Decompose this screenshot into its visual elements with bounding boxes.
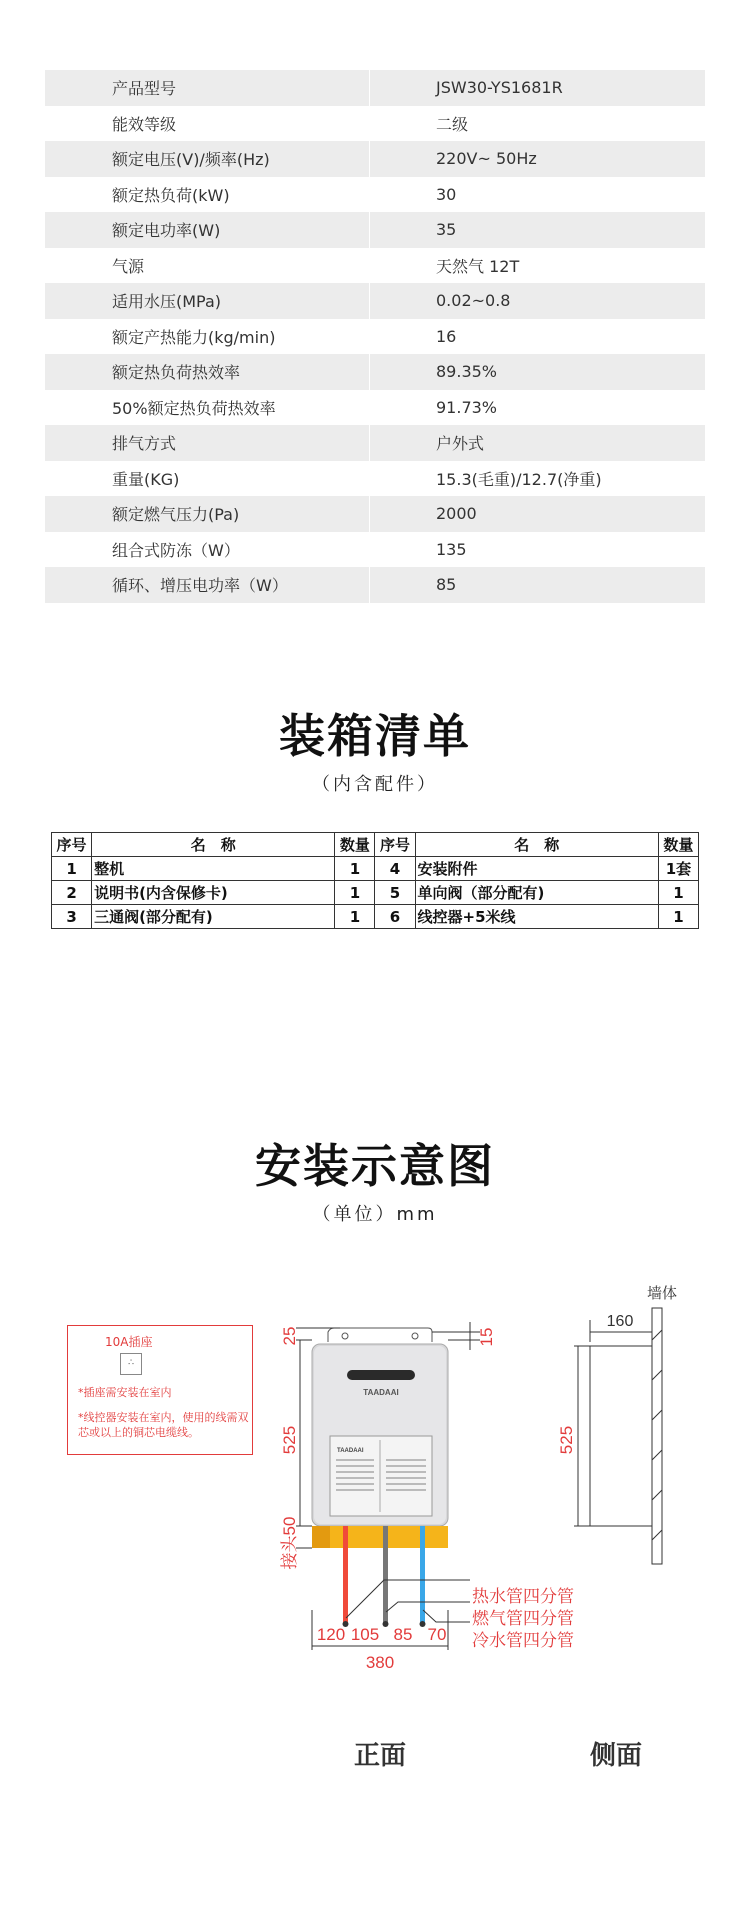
spec-key: 额定热负荷(kW)	[45, 177, 370, 213]
spec-value: 85	[436, 575, 457, 595]
dim-joint: 接头50	[280, 1516, 299, 1570]
spec-key: 额定产热能力(kg/min)	[45, 319, 370, 355]
cell: 三通阀(部分配有)	[92, 905, 335, 929]
spec-value: 2000	[436, 504, 477, 524]
packing-title: 装箱清单	[279, 709, 471, 763]
spec-row	[45, 496, 705, 532]
cell: 1	[52, 857, 92, 881]
spec-row	[45, 319, 705, 355]
spec-value: 15.3(毛重)/12.7(净重)	[436, 469, 602, 489]
spec-key: 额定电压(V)/频率(Hz)	[45, 141, 370, 177]
gas-pipe	[383, 1526, 388, 1624]
cell: 安装附件	[415, 857, 658, 881]
dim-height: 525	[280, 1425, 299, 1455]
col-name: 名 称	[92, 833, 335, 857]
side-label: 侧面	[590, 1741, 643, 1771]
cell: 4	[375, 857, 415, 881]
spec-key: 气源	[45, 248, 370, 284]
side-view	[557, 1284, 677, 1564]
spec-value: 89.35%	[436, 362, 498, 382]
dim-b3: 85	[393, 1625, 413, 1644]
spec-row	[45, 461, 705, 497]
cell: 线控器+5米线	[415, 905, 658, 929]
dim-b4: 70	[427, 1625, 447, 1644]
cell: 1	[335, 857, 375, 881]
spec-row	[45, 354, 705, 390]
notice-2: *线控器安装在室内，使用的线需双芯或以上的铜芯电缆线。	[78, 1411, 249, 1439]
pipe-label: 热水管四分管	[472, 1587, 574, 1606]
col-name: 名 称	[415, 833, 658, 857]
notice-1: *插座需安装在室内	[78, 1386, 172, 1399]
spec-value: 91.73%	[436, 397, 498, 417]
spec-row	[45, 283, 705, 319]
spec-row	[45, 390, 705, 426]
pipe-label: 冷水管四分管	[472, 1631, 574, 1650]
spec-row	[45, 141, 705, 177]
spec-value: 16	[436, 326, 457, 346]
pipe-label: 燃气管四分管	[472, 1609, 574, 1628]
cell: 1	[658, 881, 698, 905]
spec-value: 30	[436, 184, 457, 204]
cell: 6	[375, 905, 415, 929]
install-diagram	[0, 1270, 750, 1690]
spec-key: 组合式防冻（W）	[45, 532, 370, 568]
joint-band	[312, 1526, 448, 1548]
cell: 1	[658, 905, 698, 929]
spec-key: 产品型号	[45, 70, 370, 106]
spec-value: 天然气 12T	[436, 256, 520, 276]
spec-row	[45, 248, 705, 284]
heater-brand: TAADAAI	[363, 1388, 399, 1397]
spec-key: 重量(KG)	[45, 461, 370, 497]
cell: 3	[52, 905, 92, 929]
table-row	[52, 905, 699, 929]
cell: 1	[335, 881, 375, 905]
dim-top: 25	[280, 1326, 299, 1346]
cell: 5	[375, 881, 415, 905]
spec-key: 50%额定热负荷热效率	[45, 390, 370, 426]
cell: 1	[335, 905, 375, 929]
dim-top-right: 15	[477, 1327, 496, 1347]
spec-key: 能效等级	[45, 106, 370, 142]
spec-row	[45, 106, 705, 142]
heater-front	[312, 1328, 448, 1526]
spec-row	[45, 70, 705, 106]
spec-row	[45, 425, 705, 461]
spec-table	[45, 70, 705, 603]
col-qty: 数量	[658, 833, 698, 857]
spec-value: 135	[436, 539, 467, 559]
spec-value: 二级	[436, 114, 469, 134]
table-row	[52, 857, 699, 881]
spec-key: 循环、增压电功率（W）	[45, 567, 370, 603]
spec-row	[45, 177, 705, 213]
packing-table	[51, 832, 699, 929]
spec-value: 35	[436, 220, 457, 240]
dim-side-depth: 160	[606, 1313, 634, 1330]
cell: 说明书(内含保修卡)	[92, 881, 335, 905]
install-subtitle: （单位）mm	[312, 1204, 438, 1225]
col-seq: 序号	[52, 833, 92, 857]
dim-b1: 120	[316, 1625, 346, 1644]
spec-key: 适用水压(MPa)	[45, 283, 370, 319]
col-qty: 数量	[335, 833, 375, 857]
cell: 2	[52, 881, 92, 905]
packing-subtitle: （内含配件）	[312, 774, 438, 795]
cold-pipe	[420, 1526, 425, 1624]
wall-label: 墙体	[646, 1285, 678, 1302]
dim-side-height: 525	[557, 1425, 576, 1455]
dim-width: 380	[365, 1653, 395, 1672]
spec-value: 0.02~0.8	[436, 291, 511, 311]
spec-key: 排气方式	[45, 425, 370, 461]
col-seq: 序号	[375, 833, 415, 857]
socket-icon: ∴	[120, 1353, 142, 1375]
cell: 整机	[92, 857, 335, 881]
display-strip	[347, 1370, 415, 1380]
hot-pipe	[343, 1526, 348, 1624]
dim-b2: 105	[350, 1625, 380, 1644]
spec-key: 额定燃气压力(Pa)	[45, 496, 370, 532]
spec-row	[45, 532, 705, 568]
spec-key: 额定电功率(W)	[45, 212, 370, 248]
table-row	[52, 881, 699, 905]
socket-label: 10A插座	[105, 1335, 153, 1349]
spec-row	[45, 567, 705, 603]
install-title: 安装示意图	[255, 1139, 495, 1193]
plate-brand: TAADAAI	[337, 1448, 364, 1454]
spec-value: JSW30-YS1681R	[436, 78, 563, 98]
spec-value: 220V~ 50Hz	[436, 149, 537, 169]
front-label: 正面	[354, 1741, 407, 1771]
spec-value: 户外式	[436, 434, 485, 454]
spec-key: 额定热负荷热效率	[45, 354, 370, 390]
spec-row	[45, 212, 705, 248]
cell: 1套	[658, 857, 698, 881]
cell: 单向阀（部分配有)	[415, 881, 658, 905]
